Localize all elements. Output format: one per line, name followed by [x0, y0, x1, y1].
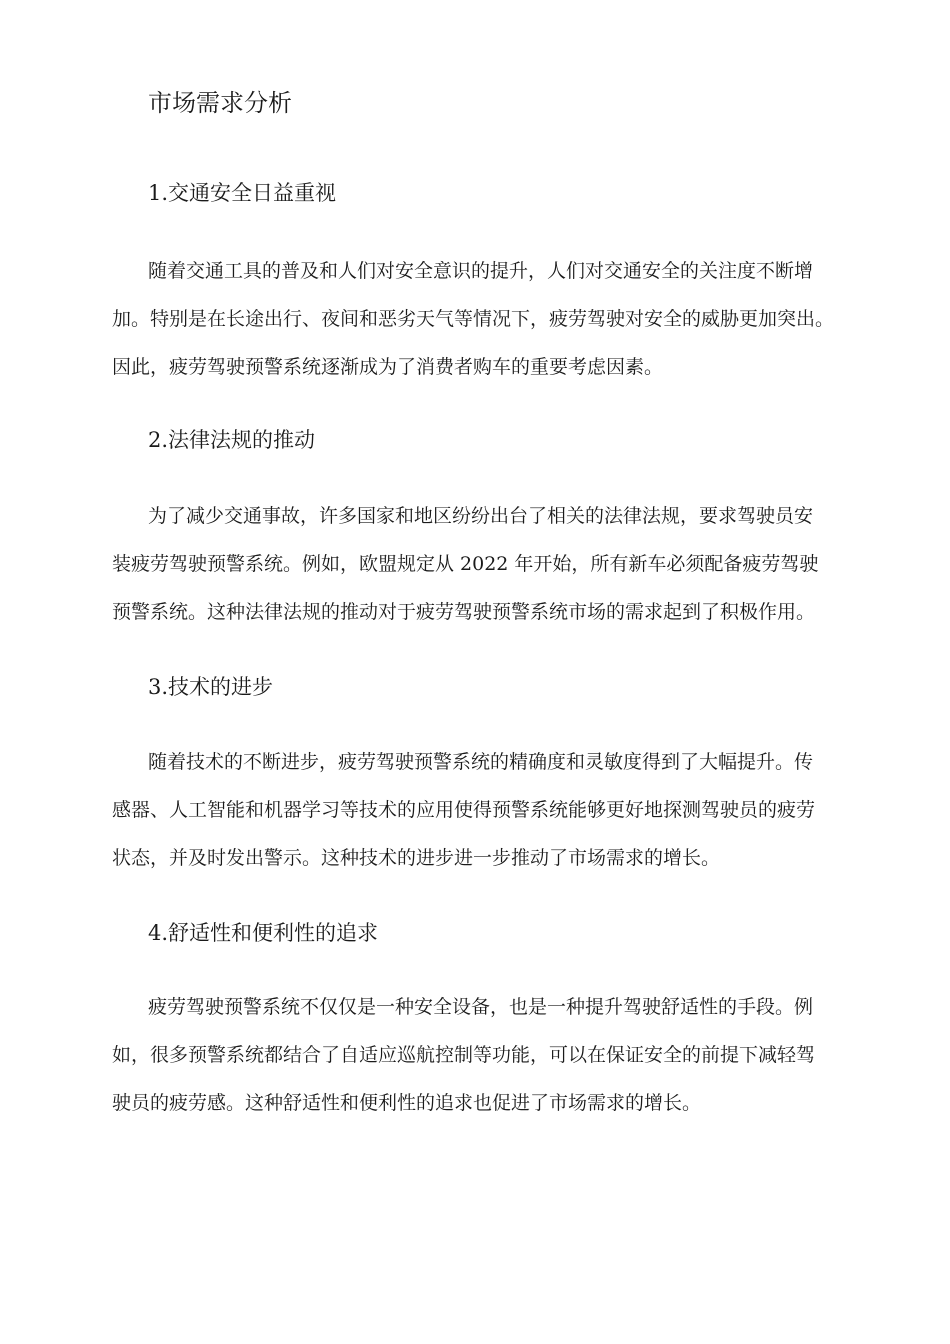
paragraph-line: 为了减少交通事故，许多国家和地区纷纷出台了相关的法律法规，要求驾驶员安 — [148, 505, 814, 527]
paragraph-line: 感器、人工智能和机器学习等技术的应用使得预警系统能够更好地探测驾驶员的疲劳 — [112, 799, 816, 821]
page-title: 市场需求分析 — [148, 89, 292, 117]
paragraph-line: 预警系统。这种法律法规的推动对于疲劳驾驶预警系统市场的需求起到了积极作用。 — [112, 601, 816, 623]
section-heading-comfort: 4.舒适性和便利性的追求 — [148, 921, 379, 945]
paragraph-line: 疲劳驾驶预警系统不仅仅是一种安全设备，也是一种提升驾驶舒适性的手段。例 — [148, 996, 814, 1018]
paragraph-line: 如，很多预警系统都结合了自适应巡航控制等功能，可以在保证安全的前提下减轻驾 — [112, 1044, 816, 1066]
paragraph-line: 驶员的疲劳感。这种舒适性和便利性的追求也促进了市场需求的增长。 — [112, 1092, 702, 1114]
section-heading-technology: 3.技术的进步 — [148, 675, 274, 699]
section-heading-regulations: 2.法律法规的推动 — [148, 428, 316, 452]
section-heading-traffic-safety: 1.交通安全日益重视 — [148, 181, 337, 205]
paragraph-line: 装疲劳驾驶预警系统。例如，欧盟规定从 2022 年开始，所有新车必须配备疲劳驾驶 — [112, 553, 819, 575]
paragraph-line: 随着技术的不断进步，疲劳驾驶预警系统的精确度和灵敏度得到了大幅提升。传 — [148, 751, 814, 773]
paragraph-line: 随着交通工具的普及和人们对安全意识的提升，人们对交通安全的关注度不断增 — [148, 260, 814, 282]
paragraph-line: 状态，并及时发出警示。这种技术的进步进一步推动了市场需求的增长。 — [112, 847, 721, 869]
paragraph-line: 因此，疲劳驾驶预警系统逐渐成为了消费者购车的重要考虑因素。 — [112, 356, 664, 378]
paragraph-line: 加。特别是在长途出行、夜间和恶劣天气等情况下，疲劳驾驶对安全的威胁更加突出。 — [112, 308, 835, 330]
